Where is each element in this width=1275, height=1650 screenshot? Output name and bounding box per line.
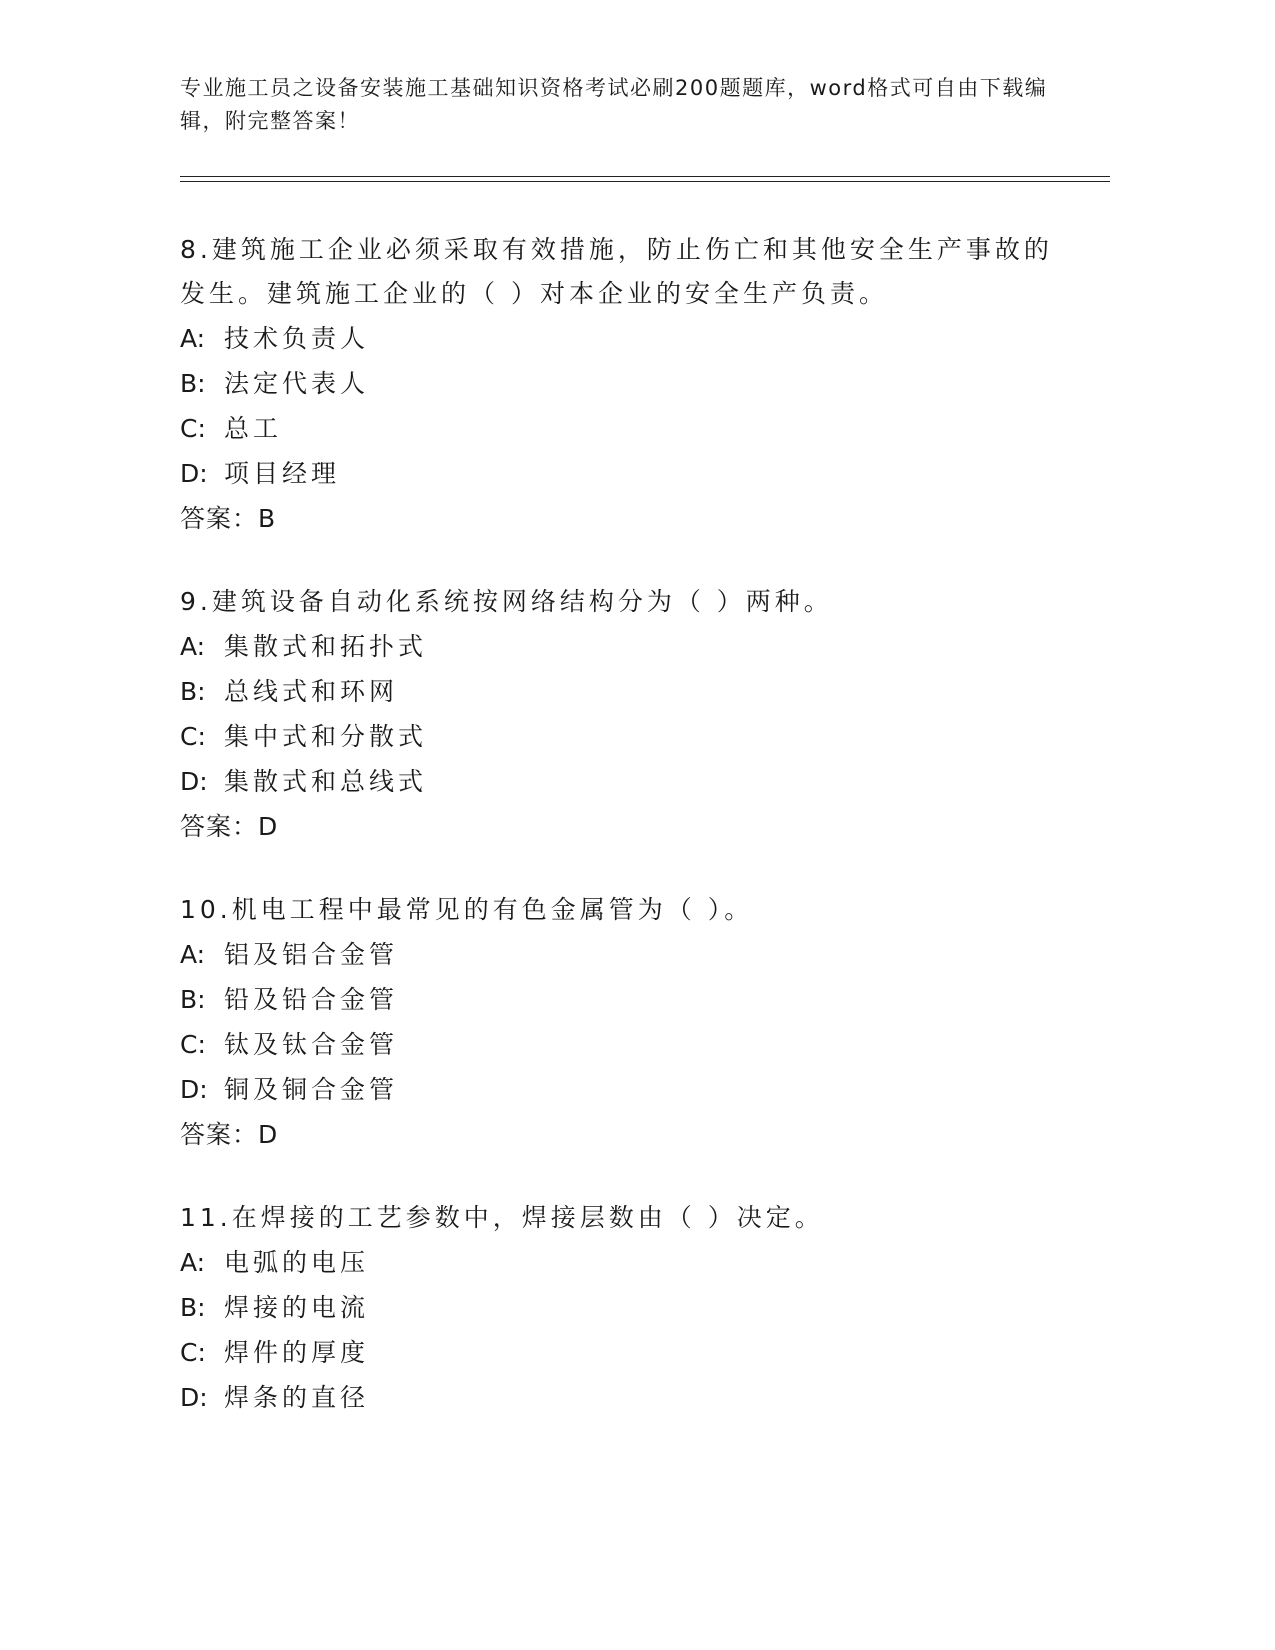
option-d (180, 759, 1080, 804)
question-item (180, 228, 1080, 542)
option-c (180, 1330, 1080, 1375)
option-d (180, 451, 1080, 496)
option-text: 焊接的电流 (224, 1293, 370, 1322)
option-letter: D: (180, 767, 208, 796)
header-divider-bottom (180, 181, 1110, 182)
option-letter: C: (180, 1030, 206, 1059)
answer-line: 答案：D (180, 812, 279, 841)
option-letter: D: (180, 1383, 208, 1412)
option-text: 总工 (224, 414, 283, 443)
option-a (180, 624, 1080, 669)
option-letter: A: (180, 324, 206, 353)
option-text: 钛及钛合金管 (224, 1030, 399, 1059)
question-item (180, 1196, 1080, 1420)
option-a (180, 932, 1080, 977)
question-item (180, 580, 1080, 850)
option-text: 焊条的直径 (224, 1383, 370, 1412)
option-text: 铅及铅合金管 (224, 985, 399, 1014)
option-c (180, 406, 1080, 451)
option-text: 集散式和总线式 (224, 767, 428, 796)
answer-line: 答案：D (180, 1120, 279, 1149)
option-text: 铜及铜合金管 (224, 1075, 399, 1104)
option-letter: B: (180, 1293, 206, 1322)
option-c (180, 714, 1080, 759)
question-stem: 10.机电工程中最常见的有色金属管为（ ）。 (180, 895, 754, 924)
option-d (180, 1067, 1080, 1112)
option-letter: B: (180, 677, 206, 706)
option-text: 技术负责人 (224, 324, 370, 353)
answer-line: 答案：B (180, 504, 277, 533)
option-text: 集散式和拓扑式 (224, 632, 428, 661)
option-b (180, 977, 1080, 1022)
header-divider-top (180, 176, 1110, 177)
option-text: 项目经理 (224, 459, 341, 488)
option-letter: B: (180, 985, 206, 1014)
option-letter: A: (180, 1248, 206, 1277)
question-stem: 8.建筑施工企业必须采取有效措施，防止伤亡和其他安全生产事故的发生。建筑施工企业的（ ）对本企业的安全生产负责。 (180, 235, 1053, 308)
option-text: 总线式和环网 (224, 677, 399, 706)
option-a (180, 1240, 1080, 1285)
option-b (180, 669, 1080, 714)
option-letter: C: (180, 722, 206, 751)
option-letter: C: (180, 414, 206, 443)
option-c (180, 1022, 1080, 1067)
option-letter: C: (180, 1338, 206, 1367)
option-letter: A: (180, 940, 206, 969)
option-text: 铝及铝合金管 (224, 940, 399, 969)
option-text: 集中式和分散式 (224, 722, 428, 751)
option-b (180, 361, 1080, 406)
question-stem: 9.建筑设备自动化系统按网络结构分为（ ）两种。 (180, 587, 833, 616)
question-item (180, 888, 1080, 1158)
option-a (180, 316, 1080, 361)
document-title: 专业施工员之设备安装施工基础知识资格考试必刷200题题库，word格式可自由下载编辑，附完整答案！ (180, 76, 1048, 133)
option-text: 法定代表人 (224, 369, 370, 398)
option-letter: A: (180, 632, 206, 661)
option-b (180, 1285, 1080, 1330)
option-text: 电弧的电压 (224, 1248, 370, 1277)
option-d (180, 1375, 1080, 1420)
question-list (180, 228, 1080, 1458)
option-text: 焊件的厚度 (224, 1338, 370, 1367)
question-stem: 11.在焊接的工艺参数中，焊接层数由（ ）决定。 (180, 1203, 824, 1232)
option-letter: D: (180, 459, 208, 488)
option-letter: B: (180, 369, 206, 398)
option-letter: D: (180, 1075, 208, 1104)
